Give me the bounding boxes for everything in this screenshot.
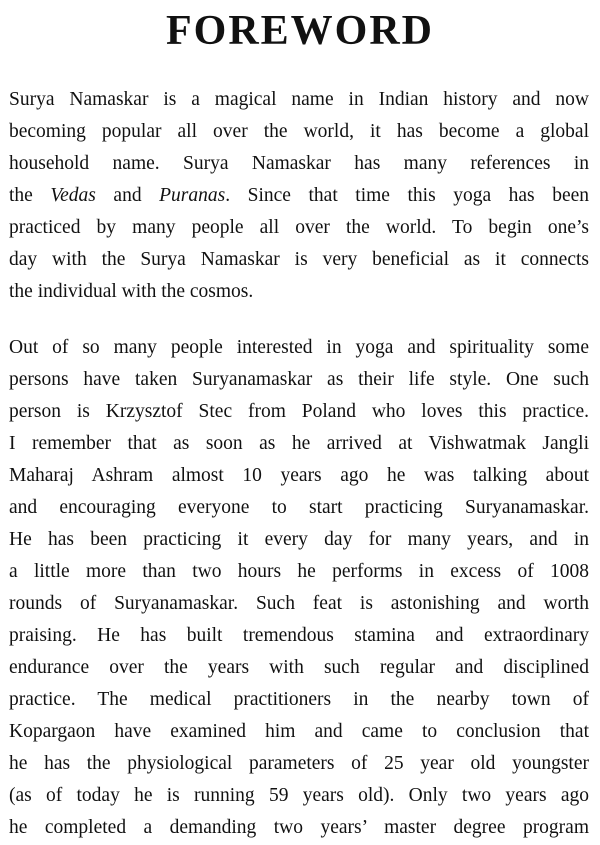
text-line: he completed a demanding two years’ master degree program (9, 817, 589, 838)
page-title: FOREWORD (166, 8, 434, 54)
italic-term-puranas: Puranas (159, 185, 226, 206)
italic-term-vedas: Vedas (50, 185, 96, 206)
text-line: practice. The medical practitioners in the nearby town of (9, 689, 589, 710)
text-line: and encouraging everyone to start practicing Suryanamaskar. (9, 497, 589, 518)
text-line (9, 180, 589, 212)
text-line: a little more than two hours he performs in excess of 1008 (9, 561, 589, 582)
text-line: Kopargaon have examined him and came to conclusion that (9, 721, 589, 742)
text-line: practiced by many people all over the world. To begin one’s (9, 217, 589, 238)
text-line: Maharaj Ashram almost 10 years ago he was talking about (9, 465, 589, 486)
text-fragment: and (95, 185, 160, 206)
text-line: Out of so many people interested in yoga and spirituality some (9, 337, 589, 358)
text-line: persons have taken Suryanamaskar as their life style. One such (9, 369, 589, 390)
text-line: Surya Namaskar is a magical name in Indian history and now (9, 89, 589, 110)
text-line: becoming popular all over the world, it has become a global (9, 121, 589, 142)
text-line: I remember that as soon as he arrived at Vishwatmak Jangli (9, 433, 589, 454)
text-line: endurance over the years with such regular and disciplined (9, 657, 589, 678)
text-line: praising. He has built tremendous stamina and extraordinary (9, 625, 589, 646)
text-line: he has the physiological parameters of 25 year old youngster (9, 753, 589, 774)
text-line: (as of today he is running 59 years old). Only two years ago (9, 785, 589, 806)
text-fragment: . Since that time this yoga has been (225, 185, 590, 206)
text-line: person is Krzysztof Stec from Poland who loves this practice. (9, 401, 589, 422)
text-line: household name. Surya Namaskar has many references in (9, 153, 589, 174)
text-line: the individual with the cosmos. (9, 281, 254, 302)
text-line: He has been practicing it every day for many years, and in (9, 529, 589, 550)
paragraph-krzysztof (9, 332, 589, 844)
text-fragment: the (9, 185, 51, 206)
text-line: day with the Surya Namaskar is very beneficial as it connects (9, 249, 589, 270)
paragraph-intro (9, 84, 589, 308)
text-line: rounds of Suryanamaskar. Such feat is astonishing and worth (9, 593, 589, 614)
